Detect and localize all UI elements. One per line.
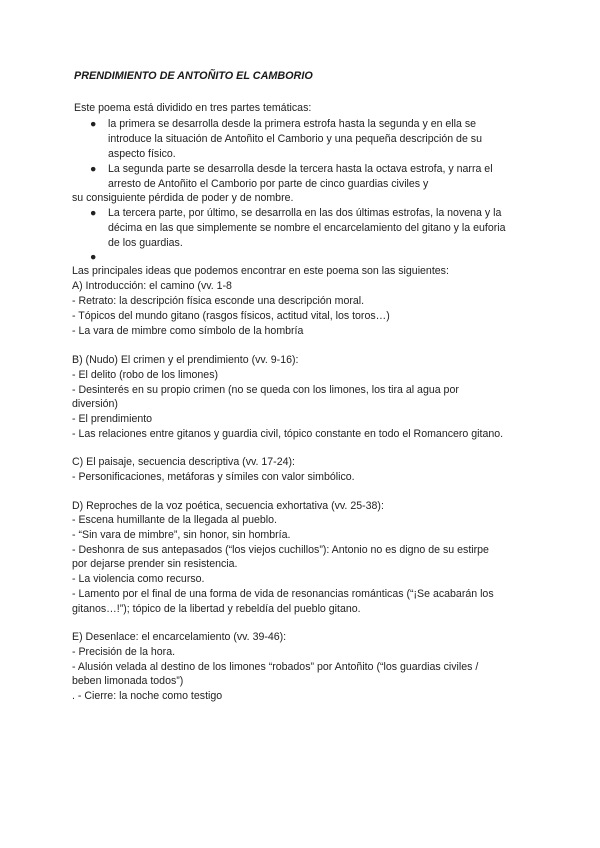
section-item: - Personificaciones, metáforas y símiles con valor simbólico. <box>72 471 355 483</box>
bullet-line: introduce la situación de Antoñito el Camborio y una pequeña descripción de su <box>108 133 482 145</box>
section-item: - La vara de mimbre como símbolo de la hombría <box>72 325 304 337</box>
section-heading: C) El paisaje, secuencia descriptiva (vv. 17-24): <box>72 456 295 468</box>
section-item: - Las relaciones entre gitanos y guardia civil, tópico constante en todo el Romancero gitano. <box>72 428 504 440</box>
bullet-dot: ● <box>90 207 97 219</box>
section-item: diversión) <box>72 398 118 410</box>
bullet-line: aspecto físico. <box>108 148 176 160</box>
bullet-line: arresto de Antoñito el Camborio por parte de cinco guardias civiles y <box>108 178 429 190</box>
section-heading: D) Reproches de la voz poética, secuencia exhortativa (vv. 25-38): <box>72 500 384 512</box>
intro-text: Este poema está dividido en tres partes temáticas: <box>74 102 312 114</box>
section-heading: B) (Nudo) El crimen y el prendimiento (vv. 9-16): <box>72 354 299 366</box>
section-item: - Precisión de la hora. <box>72 646 176 658</box>
bullet-continuation: su consiguiente pérdida de poder y de nombre. <box>72 192 294 204</box>
bullet-line: la primera se desarrolla desde la primera estrofa hasta la segunda y en ella se <box>108 118 477 130</box>
section-item: - Escena humillante de la llegada al pueblo. <box>72 514 277 526</box>
section-item: - El prendimiento <box>72 413 153 425</box>
bullet-line: décima en las que simplemente se nombre el encarcelamiento del gitano y la euforia <box>108 222 506 234</box>
section-item: - Retrato: la descripción física esconde una descripción moral. <box>72 295 365 307</box>
section-item: - Deshonra de sus antepasados (“los viejos cuchillos”): Antonio no es digno de su estirpe <box>72 544 489 556</box>
section-item: - “Sin vara de mimbre”, sin honor, sin hombría. <box>72 529 291 541</box>
section-item: - Tópicos del mundo gitano (rasgos físicos, actitud vital, los toros…) <box>72 310 390 322</box>
section-item: gitanos…!”); tópico de la libertad y rebeldía del pueblo gitano. <box>72 603 361 615</box>
section-heading: E) Desenlace: el encarcelamiento (vv. 39-46): <box>72 631 287 643</box>
bullet-dot: ● <box>90 118 97 130</box>
section-item: . - Cierre: la noche como testigo <box>72 690 223 702</box>
section-item: beben limonada todos”) <box>72 675 184 687</box>
section-heading: A) Introducción: el camino (vv. 1-8 <box>72 280 232 292</box>
bullet-dot: ● <box>90 251 97 263</box>
section-item: por dejarse prender sin resistencia. <box>72 558 238 570</box>
section-item: - La violencia como recurso. <box>72 573 205 585</box>
section-item: - Desinterés en su propio crimen (no se queda con los limones, los tira al agua por <box>72 384 459 396</box>
section-item: - El delito (robo de los limones) <box>72 369 219 381</box>
document-title: PRENDIMIENTO DE ANTOÑITO EL CAMBORIO <box>74 70 313 82</box>
ideas-intro: Las principales ideas que podemos encontrar en este poema son las siguientes: <box>72 265 449 277</box>
bullet-line: de los guardias. <box>108 237 183 249</box>
bullet-line: La segunda parte se desarrolla desde la tercera hasta la octava estrofa, y narra el <box>108 163 493 175</box>
bullet-dot: ● <box>90 163 97 175</box>
bullet-line: La tercera parte, por último, se desarrolla en las dos últimas estrofas, la novena y la <box>108 207 502 219</box>
section-item: - Lamento por el final de una forma de vida de resonancias románticas (“¡Se acabarán los <box>72 588 494 600</box>
section-item: - Alusión velada al destino de los limones “robados” por Antoñito (“los guardias civiles / <box>72 661 479 673</box>
